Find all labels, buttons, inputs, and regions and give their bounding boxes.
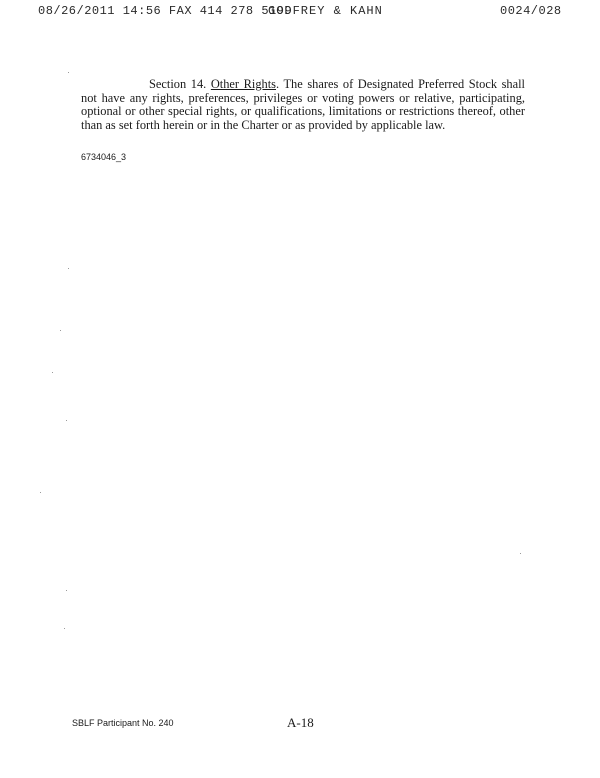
fax-header (0, 0, 600, 22)
fax-page-counter: 0024/028 (500, 4, 562, 18)
section-14-paragraph (81, 78, 525, 132)
scan-speck (64, 628, 65, 629)
document-number: 6734046_3 (81, 152, 127, 162)
scan-speck (40, 492, 41, 493)
section-heading: Section 14. (149, 77, 207, 91)
section-body-text: . The shares of Designated Preferred Stock shall not have any rights, preferences, privileges or voting powers or relative, participating, optional or other special rights, or qualifications, limitations or restrictions thereof, other than as set forth herein or in the Charter or as provided by applicable law. (81, 77, 526, 132)
scan-speck (66, 590, 67, 591)
scan-speck (68, 72, 69, 73)
fax-sender-name: GODFREY & KAHN (268, 4, 383, 18)
scan-speck (52, 372, 53, 373)
section-title: Other Rights (210, 77, 277, 91)
footer-participant-number: SBLF Participant No. 240 (72, 718, 174, 728)
scan-speck (520, 553, 521, 554)
scan-speck (60, 330, 61, 331)
footer-page-number: A-18 (287, 715, 314, 730)
scan-speck (68, 268, 69, 269)
scan-speck (66, 420, 67, 421)
fax-timestamp-number: 08/26/2011 14:56 FAX 414 278 5199 (38, 4, 293, 18)
